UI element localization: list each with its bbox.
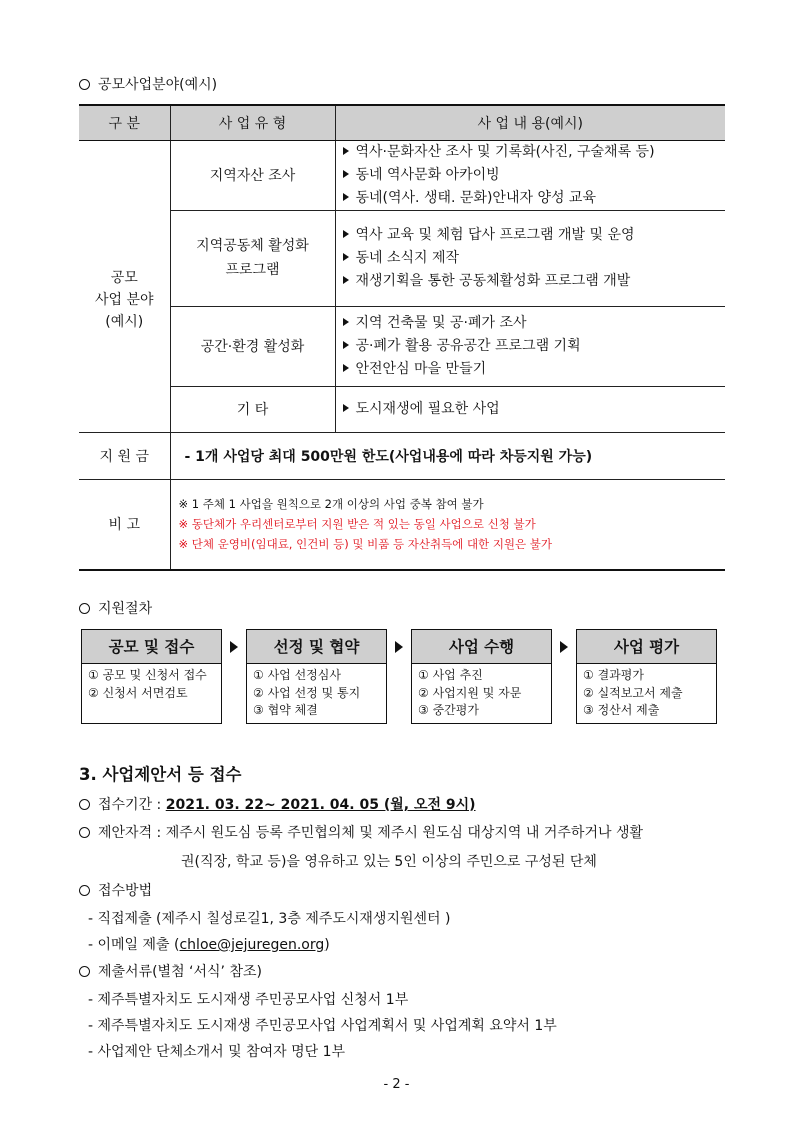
remark-item: ※ 1 주체 1 사업을 원칙으로 2개 이상의 사업 중복 참여 불가 — [178, 497, 484, 512]
list-item: 동네 역사문화 아카이빙 — [343, 164, 726, 187]
triangle-bullet-icon — [343, 193, 349, 201]
process-step-items — [412, 664, 551, 720]
triangle-bullet-icon — [343, 404, 349, 412]
section-heading-categories — [79, 74, 217, 94]
period-line — [79, 794, 476, 814]
project-type: 지역공동체 활성화 프로그램 — [170, 210, 335, 306]
project-items — [335, 140, 725, 210]
project-category-table — [79, 104, 725, 571]
eligibility-line — [79, 822, 643, 842]
category-label: 공모 사업 분야 (예시) — [79, 140, 170, 432]
section-heading-text: 지원절차 — [98, 601, 153, 617]
table-row — [79, 306, 725, 386]
process-step-item: ② 실적보고서 제출 — [583, 685, 683, 700]
remarks-row — [79, 479, 725, 570]
process-step-box — [246, 629, 387, 724]
table-row — [79, 386, 725, 432]
process-step-item: ② 사업지원 및 자문 — [418, 685, 522, 700]
docs-label: 제출서류(별첨 ‘서식’ 참조) — [98, 964, 262, 980]
docs-heading — [79, 961, 262, 981]
process-step-box — [576, 629, 717, 724]
period-value: 2021. 03. 22~ 2021. 04. 05 (월, 오전 9시) — [165, 797, 476, 813]
process-step-items — [247, 664, 386, 720]
remarks-label: 비 고 — [79, 479, 170, 570]
arrow-right-icon — [560, 641, 568, 653]
triangle-bullet-icon — [343, 230, 349, 238]
triangle-bullet-icon — [343, 253, 349, 261]
eligibility-text: 제주시 원도심 등록 주민협의체 및 제주시 원도심 대상지역 내 거주하거나 생활 — [165, 825, 643, 841]
list-item: 안전안심 마을 만들기 — [343, 358, 726, 381]
process-step-title: 사업 평가 — [577, 630, 716, 664]
eligibility-text-cont: 권(직장, 학교 등)을 영유하고 있는 5인 이상의 주민으로 구성된 단체 — [181, 854, 597, 870]
project-items — [335, 210, 725, 306]
triangle-bullet-icon — [343, 170, 349, 178]
remark-item-red: ※ 동단체가 우리센터로부터 지원 받은 적 있는 동일 사업으로 신청 불가 — [178, 517, 536, 532]
table-row — [79, 210, 725, 306]
process-step-title: 공모 및 접수 — [82, 630, 221, 664]
process-step-title: 선정 및 협약 — [247, 630, 386, 664]
process-step-item: ② 신청서 서면검토 — [88, 685, 188, 700]
list-item: 동네 소식지 제작 — [343, 247, 726, 270]
process-step-item: ③ 협약 체결 — [253, 703, 318, 717]
circle-bullet-icon — [79, 79, 90, 90]
triangle-bullet-icon — [343, 276, 349, 284]
method-direct: - 직접제출 (제주시 칠성로길1, 3층 제주도시재생지원센터 ) — [88, 911, 451, 927]
process-step-box — [81, 629, 222, 724]
triangle-bullet-icon — [343, 147, 349, 155]
process-step-item: ① 사업 추진 — [418, 668, 483, 682]
process-step-title: 사업 수행 — [412, 630, 551, 664]
remark-item-red: ※ 단체 운영비(임대료, 인건비 등) 및 비품 등 자산취득에 대한 지원은 불가 — [178, 537, 553, 552]
doc-item: - 사업제안 단체소개서 및 참여자 명단 1부 — [88, 1044, 346, 1060]
circle-bullet-icon — [79, 799, 90, 810]
project-type: 지역자산 조사 — [170, 140, 335, 210]
triangle-bullet-icon — [343, 341, 349, 349]
arrow-right-icon — [230, 641, 238, 653]
list-item: 동네(역사. 생태. 문화)안내자 양성 교육 — [343, 187, 726, 210]
list-item: 역사·문화자산 조사 및 기록화(사진, 구술채록 등) — [343, 141, 726, 164]
doc-item: - 제주특별자치도 도시재생 주민공모사업 신청서 1부 — [88, 992, 409, 1008]
table-row — [79, 140, 725, 210]
process-step-item: ① 사업 선정심사 — [253, 668, 341, 682]
process-step-item: ③ 정산서 제출 — [583, 703, 660, 717]
process-step-box — [411, 629, 552, 724]
project-type: 기 타 — [170, 386, 335, 432]
process-step-item: ③ 중간평가 — [418, 703, 479, 717]
triangle-bullet-icon — [343, 364, 349, 372]
support-text: - 1개 사업당 최대 500만원 한도(사업내용에 따라 차등지원 가능) — [170, 432, 725, 479]
method-label: 접수방법 — [98, 883, 153, 899]
eligibility-label: 제안자격 : — [98, 825, 166, 841]
circle-bullet-icon — [79, 603, 90, 614]
process-step-item: ① 공모 및 신청서 접수 — [88, 668, 207, 682]
list-item: 역사 교육 및 체험 답사 프로그램 개발 및 운영 — [343, 224, 726, 247]
section-heading-text: 공모사업분야(예시) — [98, 77, 218, 93]
circle-bullet-icon — [79, 885, 90, 896]
page-number: - 2 - — [383, 1077, 410, 1092]
circle-bullet-icon — [79, 827, 90, 838]
process-step-items — [577, 664, 716, 720]
section-heading-procedure — [79, 598, 152, 618]
project-items — [335, 306, 725, 386]
project-type: 공간·환경 활성화 — [170, 306, 335, 386]
list-item: 지역 건축물 및 공·폐가 조사 — [343, 312, 726, 335]
table-header-cell: 사 업 유 형 — [170, 105, 335, 140]
doc-item: - 제주특별자치도 도시재생 주민공모사업 사업계획서 및 사업계획 요약서 1부 — [88, 1018, 557, 1034]
process-step-item: ① 결과평가 — [583, 668, 644, 682]
method-email-line: - 이메일 제출 (chloe@jejuregen.org) — [88, 937, 330, 953]
support-label: 지 원 금 — [79, 432, 170, 479]
list-item: 재생기획을 통한 공동체활성화 프로그램 개발 — [343, 270, 726, 293]
remarks-list — [170, 479, 725, 570]
table-header-cell: 구 분 — [79, 105, 170, 140]
period-label: 접수기간 : — [98, 797, 166, 813]
table-header-cell: 사 업 내 용(예시) — [335, 105, 725, 140]
email-link[interactable]: chloe@jejuregen.org — [179, 937, 325, 953]
circle-bullet-icon — [79, 966, 90, 977]
process-step-items — [82, 664, 221, 702]
arrow-right-icon — [395, 641, 403, 653]
section-title: 3. 사업제안서 등 접수 — [79, 765, 242, 784]
triangle-bullet-icon — [343, 318, 349, 326]
support-row — [79, 432, 725, 479]
list-item: 공·폐가 활용 공유공간 프로그램 기획 — [343, 335, 726, 358]
process-step-item: ② 사업 선정 및 통지 — [253, 685, 361, 700]
method-heading — [79, 880, 152, 900]
project-items — [335, 386, 725, 432]
table-header-row — [79, 105, 725, 140]
list-item: 도시재생에 필요한 사업 — [343, 398, 726, 421]
